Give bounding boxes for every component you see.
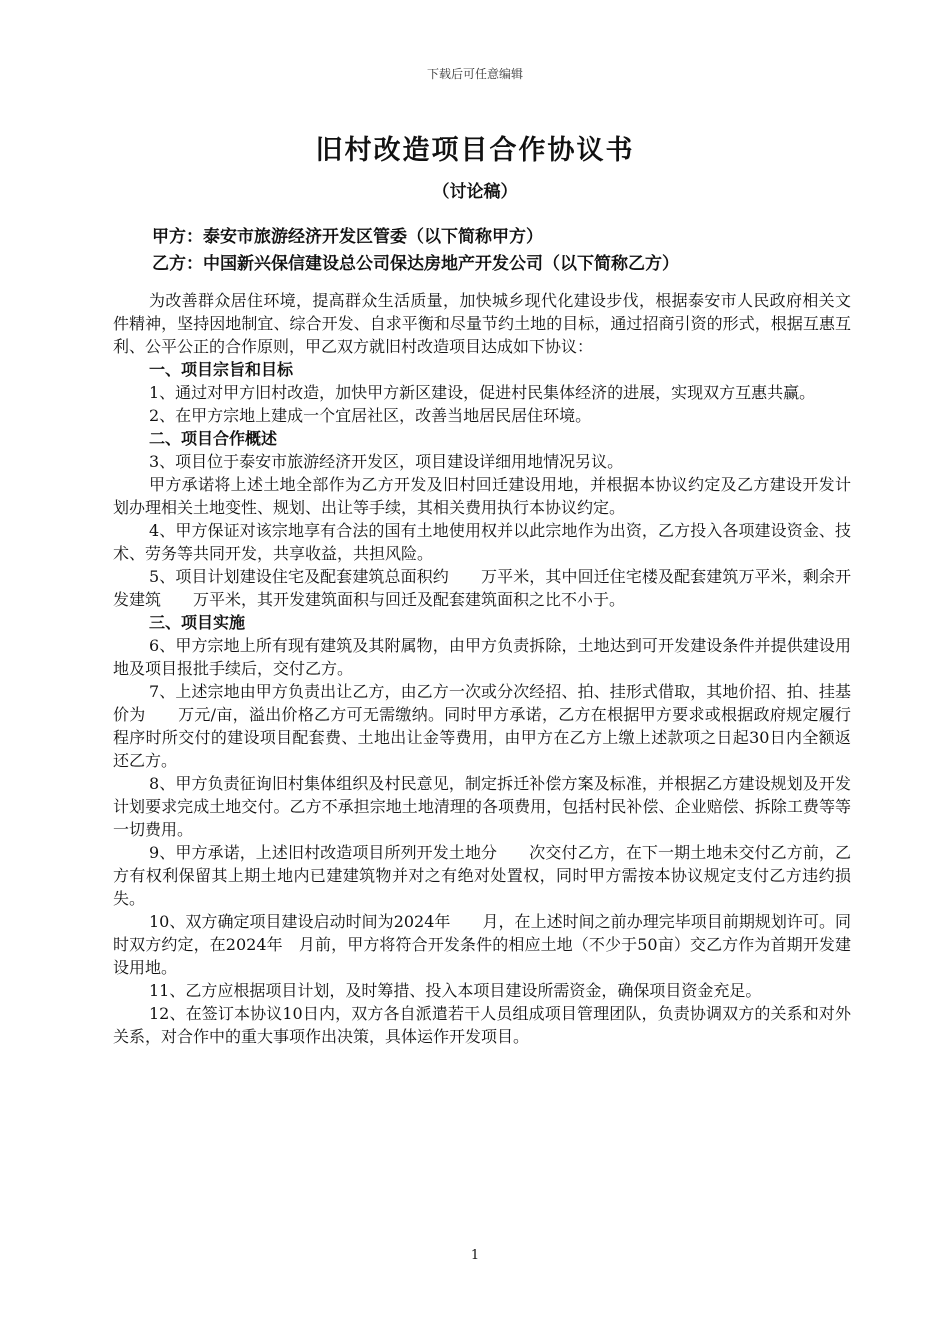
clause-paragraph: 7、上述宗地由甲方负责出让乙方，由乙方一次或分次经招、拍、挂形式借取，其地价招、拍、挂基价为 万元/亩，溢出价格乙方可无需缴纳。同时甲方承诺，乙方在根据甲方要求或根据政府规定履行程序时所交付的建设项目配套费、土地出让金等费用，由甲方在乙方上缴上述款项之日起30日内全额返还乙方。: [113, 682, 851, 770]
parties-block: [152, 224, 872, 278]
clause-paragraph: 8、甲方负责征询旧村集体组织及村民意见，制定拆迁补偿方案及标准，并根据乙方建设规划及开发计划要求完成土地交付。乙方不承担宗地土地清理的各项费用，包括村民补偿、企业赔偿、拆除工费等等一切费用。: [113, 774, 851, 839]
clause-paragraph: 2、在甲方宗地上建成一个宜居社区，改善当地居民居住环境。: [149, 406, 592, 425]
clause-paragraph: 10、双方确定项目建设启动时间为2024年 月，在上述时间之前办理完毕项目前期规划许可。同时双方约定，在2024年 月前，甲方将符合开发条件的相应土地（不少于50亩）交乙方作为首期开发建设用地。: [113, 912, 851, 977]
clause-paragraph: 12、在签订本协议10日内，双方各自派遣若干人员组成项目管理团队，负责协调双方的关系和对外关系，对合作中的重大事项作出决策，具体运作开发项目。: [113, 1004, 851, 1046]
intro-paragraph: 为改善群众居住环境，提高群众生活质量，加快城乡现代化建设步伐，根据泰安市人民政府相关文件精神，坚持因地制宜、综合开发、自求平衡和尽量节约土地的目标，通过招商引资的形式，根据互惠互利、公平公正的合作原则，甲乙双方就旧村改造项目达成如下协议：: [113, 291, 851, 356]
page-number: 1: [470, 1248, 480, 1263]
party-b: 乙方：中国新兴保信建设总公司保达房地产开发公司（以下简称乙方）: [152, 254, 679, 274]
clause-paragraph: 9、甲方承诺，上述旧村改造项目所列开发土地分 次交付乙方，在下一期土地未交付乙方前，乙方有权利保留其上期土地内已建建筑物并对之有绝对处置权，同时甲方需按本协议规定支付乙方违约损失。: [113, 843, 851, 908]
clause-paragraph: 11、乙方应根据项目计划，及时筹措、投入本项目建设所需资金，确保项目资金充足。: [149, 981, 762, 1000]
clause-paragraph: 5、项目计划建设住宅及配套建筑总面积约 万平米，其中回迁住宅楼及配套建筑万平米，剩余开发建筑 万平米，其开发建筑面积与回迁及配套建筑面积之比不小于。: [113, 567, 851, 609]
clause-paragraph: 6、甲方宗地上所有现有建筑及其附属物，由甲方负责拆除，土地达到可开发建设条件并提供建设用地及项目报批手续后，交付乙方。: [113, 636, 851, 678]
party-a: 甲方：泰安市旅游经济开发区管委（以下简称甲方）: [152, 227, 543, 247]
document-title: 旧村改造项目合作协议书: [315, 135, 635, 166]
clause-paragraph: 1、通过对甲方旧村改造，加快甲方新区建设，促进村民集体经济的进展，实现双方互惠共赢。: [149, 383, 816, 402]
section-heading: 三、项目实施: [149, 613, 246, 632]
agreement-body: [113, 289, 851, 1048]
clause-paragraph: 甲方承诺将上述土地全部作为乙方开发及旧村回迁建设用地，并根据本协议约定及乙方建设开发计划办理相关土地变性、规划、出让等手续，其相关费用执行本协议约定。: [113, 475, 851, 517]
clause-paragraph: 4、甲方保证对该宗地享有合法的国有土地使用权并以此宗地作为出资，乙方投入各项建设资金、技术、劳务等共同开发，共享收益，共担风险。: [113, 521, 851, 563]
document-subtitle: （讨论稿）: [432, 182, 518, 202]
clause-paragraph: 3、项目位于泰安市旅游经济开发区，项目建设详细用地情况另议。: [149, 452, 624, 471]
section-heading: 二、项目合作概述: [149, 429, 278, 448]
section-heading: 一、项目宗旨和目标: [149, 360, 294, 379]
header-note: 下载后可任意编辑: [426, 67, 523, 81]
